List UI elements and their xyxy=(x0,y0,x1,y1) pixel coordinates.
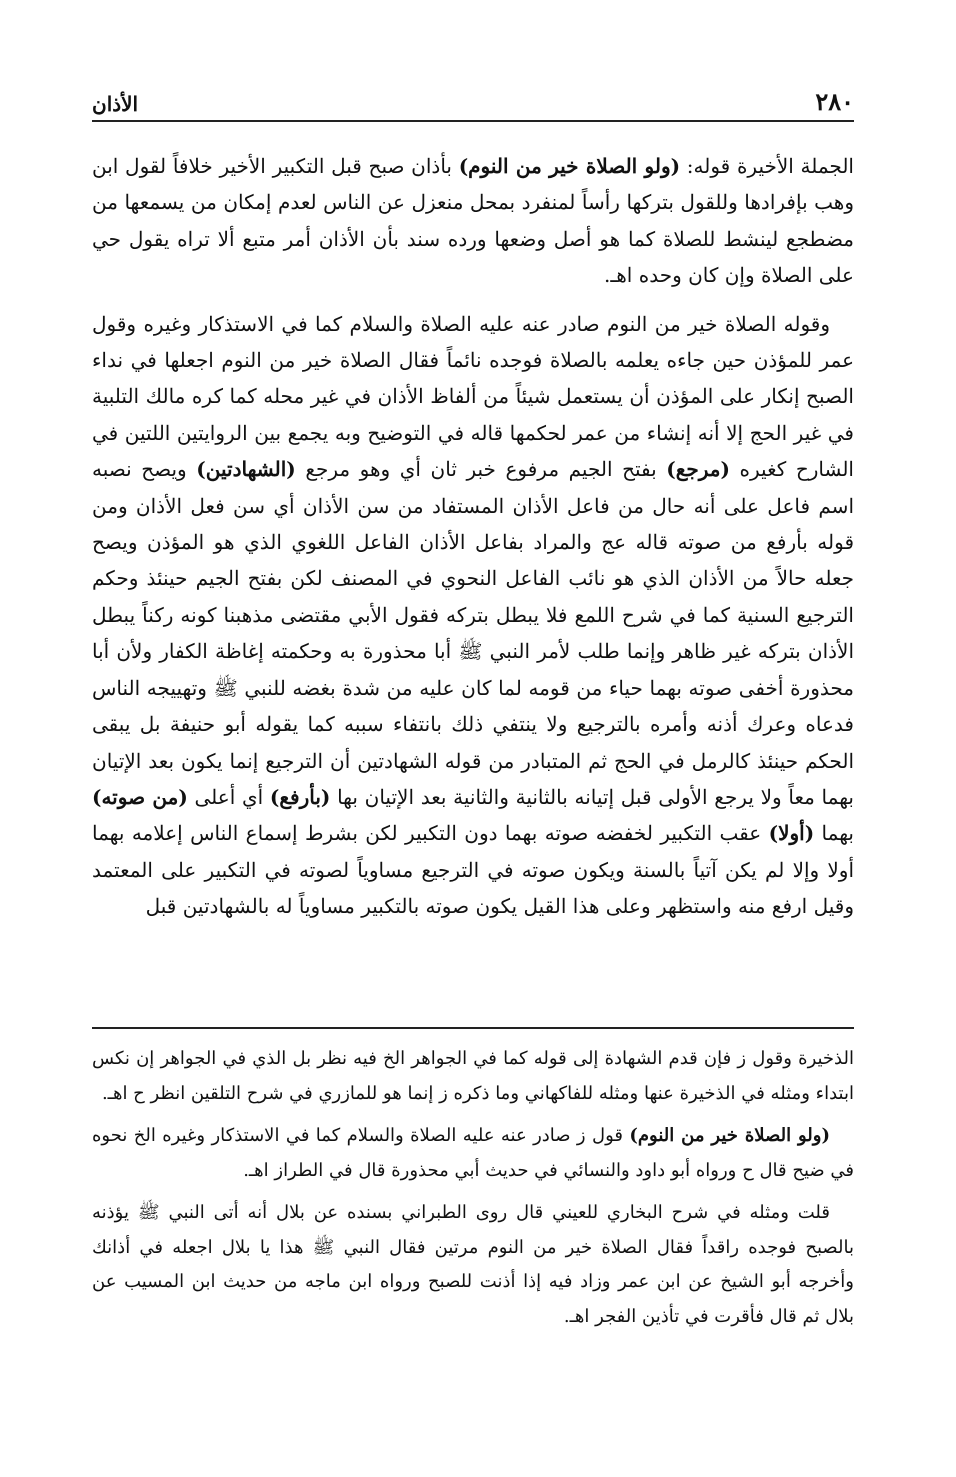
para2-bold-3: (بأرفع) xyxy=(269,784,331,809)
para1-suffix: بأذان صبح قبل التكبير الأخير خلافاً لقول ابن وهب بإفرادها وللقول بتركها رأساً لمنفرد بمحل منعزل عن الناس لعدم إمكان من يسمعها من مضطجع لينشط للصلاة كما هو أصل وضعها ورده سند بأن الأذان أمر متبع ألا تراه يقول حي على الصلاة وإن كان وحده اهـ. xyxy=(92,154,854,288)
para2-text-2: بفتح الجيم مرفوع خبر ثان أي وهو مرجع xyxy=(295,457,667,482)
footnote-2 xyxy=(92,1119,854,1188)
page-number: ٢٨٠ xyxy=(815,87,854,116)
footnote-2-bold: (ولو الصلاة خير من النوم) xyxy=(629,1125,830,1146)
para1-bold-phrase: (ولو الصلاة خير من النوم) xyxy=(458,154,681,178)
main-paragraph-2 xyxy=(92,306,854,925)
footnotes xyxy=(92,1042,854,1342)
footnote-2-text: قول ز صادر عنه عليه الصلاة والسلام كما في الاستذكار وغيره الخ نحوه في ضيح قال ح ورواه أبو داود والنسائي في حديث أبي محذورة قال في الطراز اهـ. xyxy=(92,1125,854,1181)
para2-text-5: بهما xyxy=(814,821,854,846)
para1-prefix: الجملة الأخيرة قوله: xyxy=(680,154,854,178)
para2-bold-5: (أولا) xyxy=(768,821,815,846)
main-text xyxy=(92,148,854,925)
running-title: الأذان xyxy=(92,92,139,116)
footnote-1: الذخيرة وقول ز فإن قدم الشهادة إلى قوله كما في الجواهر الخ فيه نظر بل الذي في الجواهر إن نكس ابتداء ومثله في الذخيرة عنها ومثله للفاكهاني وما ذكره ز إنما هو للمازري في شرح التلقين انظر ح اهـ. xyxy=(92,1048,854,1104)
page-header xyxy=(92,86,854,122)
para2-bold-4: (من صوته) xyxy=(92,784,188,809)
para2-bold-2: (الشهادتين) xyxy=(196,457,296,482)
main-paragraph-1 xyxy=(92,148,854,294)
para2-bold-1: (مرجع) xyxy=(666,457,730,482)
footnote-divider xyxy=(92,1027,854,1029)
footnote-3: قلت ومثله في شرح البخاري للعيني قال روى الطبراني بسنده عن بلال أنه أتى النبي ﷺ يؤذنه بالصبح فوجده راقداً فقال الصلاة خير من النوم مرتين فقال النبي ﷺ هذا يا بلال اجعله في أذانك وأخرجه أبو الشيخ عن ابن عمر وزاد فيه إذا أذنت للصبح ورواه ابن ماجه من حديث ابن المسيب عن بلال ثم قال فأقرت في تأذين الفجر اهـ. xyxy=(92,1202,854,1327)
para2-text-3: ويصح نصبه اسم فاعل على أنه حال من فاعل الأذان المستفاد من سن الأذان أي سن فعل الأذان ومن قوله بأرفع من صوته قاله عج والمراد بفاعل الأذان الفاعل اللغوي الذي هو المؤذن ويصح جعله حالاً من الأذان الذي هو نائب الفاعل النحوي في المصنف لكن بفتح الجيم حينئذ وحكم الترجيع السنية كما في شرح اللمع فلا يبطل بتركه فقول الأبي مقتضى مذهبنا كونه ركناً يبطل الأذان بتركه غير ظاهر وإنما طلب لأمر النبي ﷺ أبا محذورة به وحكمته إغاظة الكفار ولأن أبا محذورة أخفى صوته بهما حياء من قومه لما كان عليه من شدة بغضه للنبي ﷺ وتهييجه الناس فدعاه وعرك أذنه وأمره بالترجيع ولا ينتفي ذلك بانتفاء سببه كما يقوله أبو حنيفة بل يبقى الحكم حينئذ كالرمل في الحج ثم المتبادر من قوله الشهادتين أن الترجيع إنما يكون بعد الإتيان بهما معاً ولا يرجع الأولى قبل إتيانه بالثانية والثانية بعد الإتيان بها xyxy=(92,457,854,809)
para2-text-6: عقب التكبير لخفضه صوته بهما دون التكبير لكن بشرط إسماع الناس إعلامه بهما أولا وإلا لم يكن آتياً بالسنة ويكون صوته في الترجيع مساوياً لصوته في التكبير على المعتمد وقيل ارفع منه واستظهر وعلى هذا القيل يكون صوته بالتكبير مساوياً له بالشهادتين قبل xyxy=(92,821,855,919)
para2-text-1: وقوله الصلاة خير من النوم صادر عنه عليه الصلاة والسلام كما في الاستذكار وغيره وقول عمر للمؤذن حين جاءه يعلمه بالصلاة فوجده نائماً فقال الصلاة خير من النوم اجعلها في نداء الصبح إنكار على المؤذن أن يستعمل شيئاً من ألفاظ الأذان في غير محله كما كره مالك التلبية في غير الحج إلا أنه إنشاء من عمر لحكمها قاله في التوضيح وبه يجمع بين الروايتين اللتين في الشارح كغيره xyxy=(92,311,854,482)
para2-text-4: أي أعلى xyxy=(187,784,270,809)
